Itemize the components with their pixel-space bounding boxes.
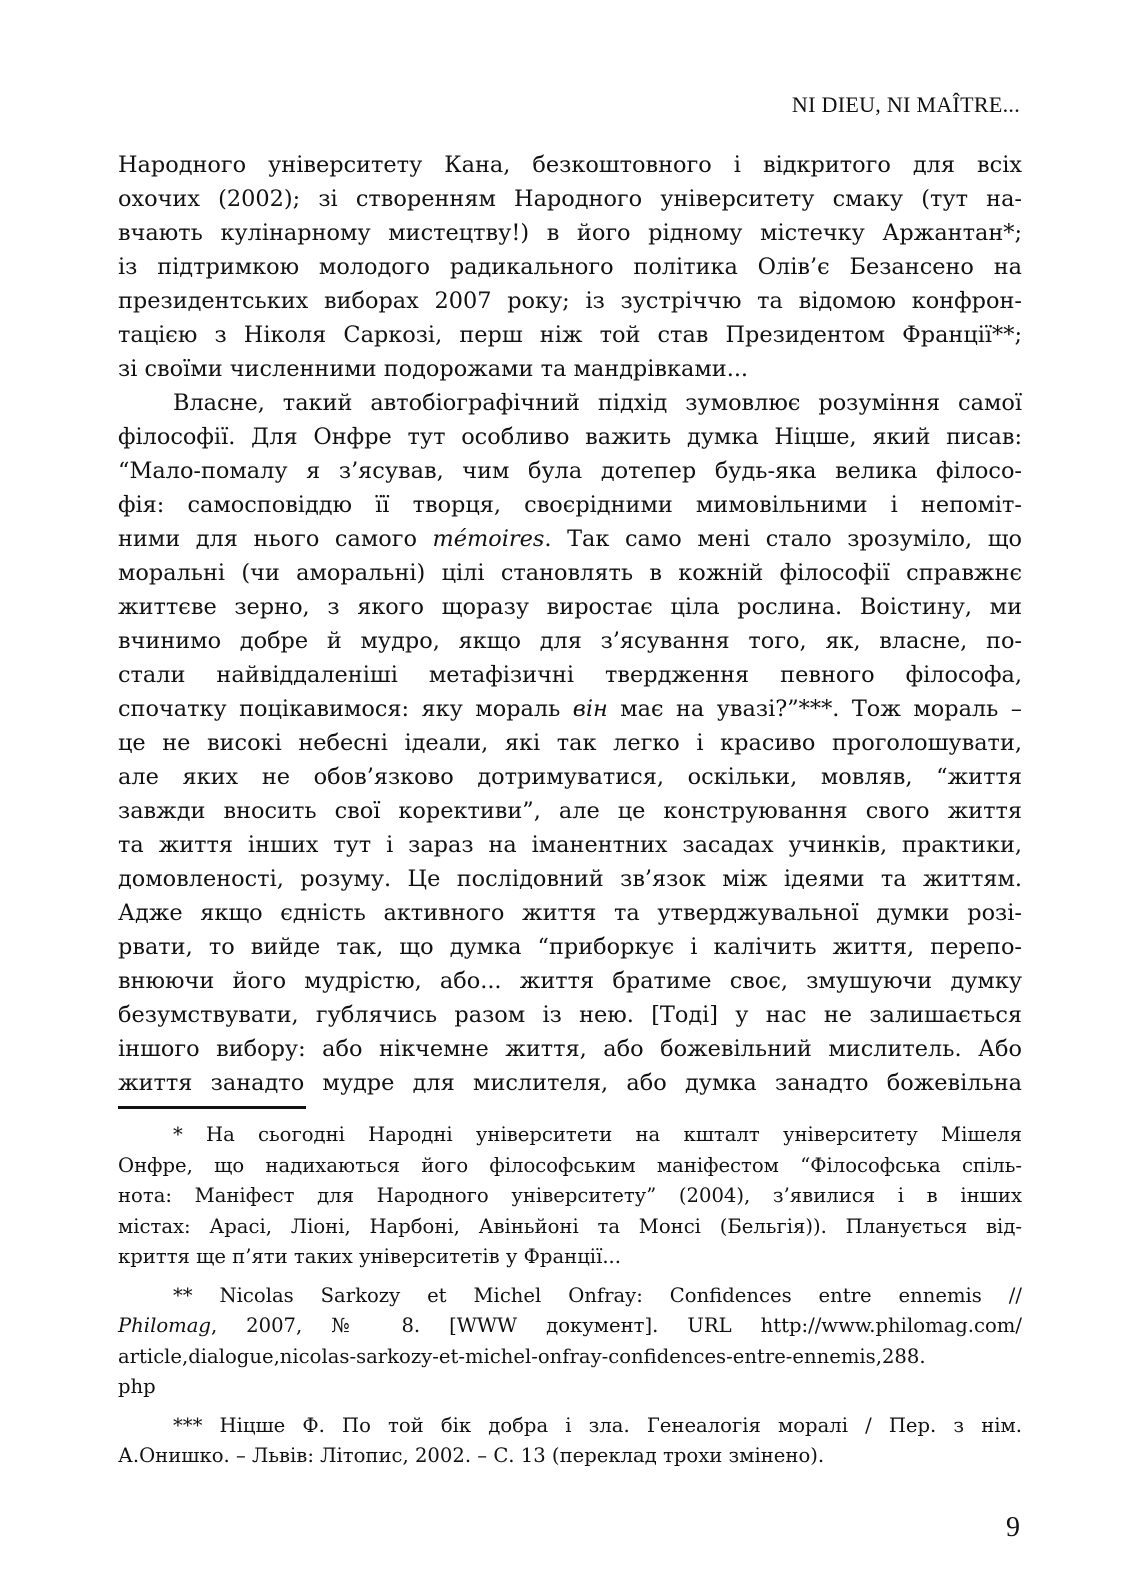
text-line: але яких не обов’язково дотримуватися, оскільки, мовляв, “життя: [118, 764, 1022, 790]
text-line: президентських виборах 2007 року; із зустріччю та відомою конфрон-: [118, 288, 1022, 314]
text-line: Власне, такий автобіографічний підхід зумовлює розуміння самої: [173, 390, 1022, 416]
text-line: життєве зерно, з якого щоразу виростає ціла рослина. Воістину, ми: [118, 594, 1022, 620]
text-line: це не високі небесні ідеали, які так легко і красиво проголошувати,: [118, 730, 1022, 756]
text-line: тацією з Ніколя Саркозі, перш ніж той став Президентом Франції**;: [118, 322, 1022, 348]
footnote-line: [118, 1311, 1022, 1342]
footnote-line: ** Nicolas Sarkozy et Michel Onfray: Confidences entre ennemis //: [173, 1283, 1022, 1307]
text-segment: . Так само мені стало зрозуміло, що: [544, 526, 1022, 552]
text-line: із підтримкою молодого радикального політика Олів’є Безансено на: [118, 254, 1022, 280]
main-text: [118, 148, 1022, 1100]
text-line: внюючи його мудрістю, або... життя братиме своє, змушуючи думку: [118, 968, 1022, 994]
footnote-line: Онфре, що надихаються його філософським маніфестом “Філософська спіль-: [118, 1153, 1022, 1177]
text-line: стали найвіддаленіші метафізичні твердження певного філософа,: [118, 662, 1022, 688]
footnote-line: * На сьогодні Народні університети на кшталт університету Мішеля: [173, 1123, 1022, 1146]
text-segment: ними для нього самого: [118, 526, 433, 552]
footnotes: [118, 1120, 1022, 1472]
italic-term: Philomag: [118, 1314, 211, 1337]
text-line: Адже якщо єдність активного життя та утверджувальної думки розі-: [118, 900, 1022, 926]
text-line: охочих (2002); зі створенням Народного університету смаку (тут на-: [118, 186, 1022, 212]
text-line: [118, 692, 1022, 726]
text-line: фія: самосповіддю її творця, своєрідними мимовільними і непоміт-: [118, 492, 1022, 518]
italic-term: mémoires: [432, 526, 545, 552]
italic-term: він: [572, 696, 608, 722]
text-line: вчають кулінарному мистецтву!) в його рідному містечку Аржантан*;: [118, 220, 1022, 246]
text-line: “Мало-помалу я з’ясував, чим була дотепер будь-яка велика філосо-: [118, 458, 1022, 484]
footnote-line: А.Онишко. – Львів: Літопис, 2002. – С. 13 (переклад трохи змінено).: [118, 1444, 825, 1467]
text-segment: , 2007, № 8. [WWW документ]. URL http://www.philomag.com/: [210, 1314, 1022, 1337]
footnote-line: містах: Арасі, Ліоні, Нарбоні, Авіньйоні та Монсі (Бельгія)). Планується від-: [118, 1214, 1022, 1238]
text-line: та життя інших тут і зараз на іманентних засадах учинків, практики,: [118, 832, 1022, 858]
footnote-line: *** Ніцше Ф. По той бік добра і зла. Генеалогія моралі / Пер. з нім.: [173, 1413, 1022, 1437]
footnote-divider: [118, 1106, 306, 1109]
text-line: домовленості, розуму. Це послідовний зв’язок між ідеями та життям.: [118, 866, 1022, 892]
page-number: 9: [1006, 1512, 1020, 1543]
text-line: Народного університету Кана, безкоштовного і відкритого для всіх: [118, 152, 1022, 178]
text-line: зі своїми численними подорожами та мандрівками...: [118, 356, 749, 382]
text-line: життя занадто мудре для мислителя, або думка занадто божевільна: [118, 1070, 1022, 1096]
footnote-line: нота: Маніфест для Народного університету” (2004), з’явилися і в інших: [118, 1184, 1022, 1207]
text-line: моральні (чи аморальні) цілі становлять в кожній філософії справжнє: [118, 560, 1022, 586]
text-segment: має на увазі?”***. Тож мораль –: [607, 696, 1023, 722]
running-header: NI DIEU, NI MAÎTRE...: [791, 92, 1020, 117]
text-line: іншого вибору: або нікчемне життя, або божевільний мислитель. Або: [118, 1036, 1022, 1062]
text-line: [118, 522, 1022, 556]
text-line: вчинимо добре й мудро, якщо для з’ясування того, як, власне, по-: [118, 628, 1022, 654]
text-line: філософії. Для Онфре тут особливо важить думка Ніцше, який писав:: [118, 424, 1022, 450]
footnote-line: криття ще п’яти таких університетів у Франції...: [118, 1245, 622, 1268]
footnote-line: article,dialogue,nicolas-sarkozy-et-michel-onfray-confidences-entre-ennemis,288.: [118, 1344, 926, 1368]
text-line: безумствувати, гублячись разом із нею. [Тоді] у нас не залишається: [118, 1002, 1022, 1028]
footnote-line: php: [118, 1375, 156, 1398]
text-line: завжди вносить свої корективи”, але це конструювання свого життя: [118, 798, 1022, 824]
text-segment: спочатку поцікавимося: яку мораль: [118, 696, 573, 722]
text-line: рвати, то вийде так, що думка “приборкує і калічить життя, перепо-: [118, 934, 1022, 960]
